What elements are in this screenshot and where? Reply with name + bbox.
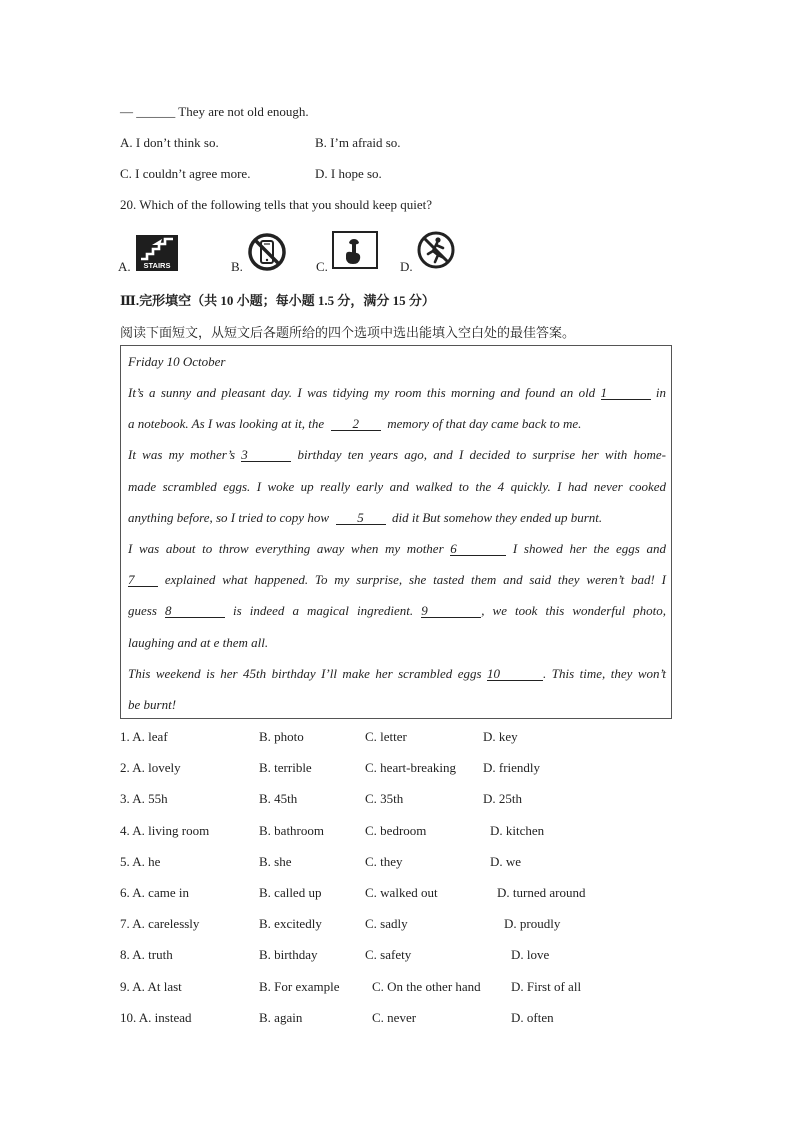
q2-option-a: 2. A. lovely (120, 760, 181, 775)
q20-label-c: C. (316, 259, 328, 274)
blank-2: 2 (331, 417, 381, 431)
q20-prompt: 20. Which of the following tells that you should keep quiet? (120, 197, 433, 212)
q20-label-d: D. (400, 259, 413, 274)
q7-option-b: B. excitedly (259, 916, 322, 931)
silence-sign-icon (332, 231, 378, 269)
passage-line-3: It was my mother’s 3 birthday ten years ago, and I decided to surprise her with home- (128, 447, 667, 462)
q10-option-c: C. never (372, 1010, 417, 1025)
blank-10: 10 (487, 667, 543, 681)
blank-6: 6 (450, 542, 506, 556)
stairs-sign-text: STAIRS (143, 261, 171, 270)
blank-3: 3 (241, 448, 291, 462)
q7-option-c: C. sadly (365, 916, 408, 931)
passage-line-9: laughing and at e them all. (128, 635, 269, 650)
q10-option-a: 10. A. instead (120, 1010, 192, 1025)
q19-option-a: A. I don’t think so. (120, 135, 219, 150)
stairs-sign-icon (136, 235, 178, 271)
q8-option-b: B. birthday (259, 947, 318, 962)
passage-line-8: guess 8 is indeed a magical ingredient. 9 , we took this wonderful photo, (128, 603, 666, 618)
blank-7: 7 (128, 573, 158, 587)
q6-option-b: B. called up (259, 885, 322, 900)
q3-option-a: 3. A. 55h (120, 791, 168, 806)
blank-1: 1 (601, 386, 651, 400)
passage-line-10: This weekend is her 45th birthday I’ll make her scrambled eggs 10 . This time, they won’t (128, 666, 667, 681)
section-instruction: 阅读下面短文，从短文后各题所给的四个选项中选出能填入空白处的最佳答案。 (120, 325, 576, 340)
blank-9: 9 (421, 604, 481, 618)
q4-option-b: B. bathroom (259, 823, 324, 838)
q8-option-c: C. safety (365, 947, 412, 962)
section-heading: Ⅲ.完形填空（共 10 小题；每小题 1.5 分，满分 15 分） (120, 293, 435, 308)
q4-option-c: C. bedroom (365, 823, 427, 838)
blank-8: 8 (165, 604, 225, 618)
passage-line-4: made scrambled eggs. I woke up really early and walked to the 4 quickly. I had never cooked (128, 479, 666, 494)
q1-option-c: C. letter (365, 729, 407, 744)
passage-date: Friday 10 October (128, 354, 226, 369)
q4-option-a: 4. A. living room (120, 823, 210, 838)
passage-line-2: a notebook. As I was looking at it, the 2 memory of that day came back to me. (128, 416, 582, 431)
q20-label-b: B. (231, 259, 243, 274)
q7-option-a: 7. A. carelessly (120, 916, 200, 931)
q5-option-c: C. they (365, 854, 403, 869)
q2-option-d: D. friendly (483, 760, 541, 775)
q6-option-a: 6. A. came in (120, 885, 189, 900)
no-phone-sign-icon (247, 232, 287, 272)
q19-prompt: — ______ They are not old enough. (120, 104, 309, 119)
q20-label-a: A. (118, 259, 131, 274)
q19-option-b: B. I’m afraid so. (315, 135, 401, 150)
passage-line-5: anything before, so I tried to copy how 5 did it But somehow they ended up burnt. (128, 510, 603, 525)
no-running-sign-icon (416, 230, 456, 270)
q3-option-c: C. 35th (365, 791, 404, 806)
q10-option-b: B. again (259, 1010, 303, 1025)
q1-option-a: 1. A. leaf (120, 729, 168, 744)
passage-line-7: 7 explained what happened. To my surprise, she tasted them and said they weren’t bad! I (128, 572, 666, 587)
q3-option-b: B. 45th (259, 791, 298, 806)
passage-line-6: I was about to throw everything away when my mother 6 I showed her the eggs and (128, 541, 666, 556)
q4-option-d: D. kitchen (490, 823, 545, 838)
q19-option-c: C. I couldn’t agree more. (120, 166, 251, 181)
q5-option-a: 5. A. he (120, 854, 161, 869)
q8-option-a: 8. A. truth (120, 947, 173, 962)
q9-option-b: B. For example (259, 979, 340, 994)
passage-line-1: It’s a sunny and pleasant day. I was tidying my room this morning and found an old 1 in (128, 385, 666, 400)
passage-line-11: be burnt! (128, 697, 177, 712)
q9-option-d: D. First of all (511, 979, 582, 994)
q2-option-c: C. heart-breaking (365, 760, 456, 775)
q8-option-d: D. love (511, 947, 550, 962)
q6-option-d: D. turned around (497, 885, 586, 900)
q5-option-d: D. we (490, 854, 522, 869)
q10-option-d: D. often (511, 1010, 554, 1025)
q3-option-d: D. 25th (483, 791, 522, 806)
q9-option-a: 9. A. At last (120, 979, 182, 994)
q1-option-b: B. photo (259, 729, 304, 744)
q9-option-c: C. On the other hand (372, 979, 481, 994)
q6-option-c: C. walked out (365, 885, 438, 900)
q1-option-d: D. key (483, 729, 518, 744)
q19-option-d: D. I hope so. (315, 166, 382, 181)
blank-5: 5 (336, 511, 386, 525)
q2-option-b: B. terrible (259, 760, 312, 775)
passage-box (120, 345, 672, 719)
q7-option-d: D. proudly (504, 916, 561, 931)
q5-option-b: B. she (259, 854, 292, 869)
